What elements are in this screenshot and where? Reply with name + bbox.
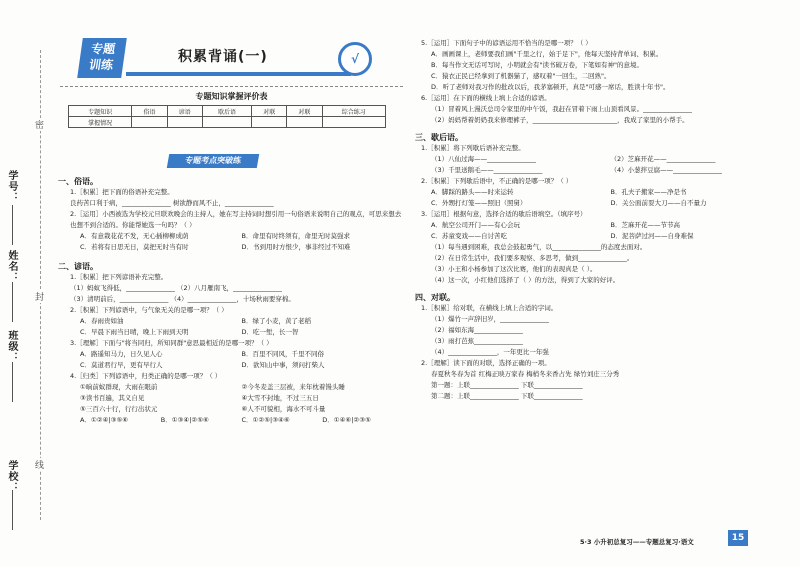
option-item[interactable]: A．画画课上，老师要我们画"千里之行，始于足下"，他每天坚持背单词、积累。 — [431, 50, 663, 58]
question: 3.［理解］下面与"将当同归，所知同群"意思最相近的是哪一项？（ ） — [70, 339, 273, 347]
question: 4.［归类］下列谚语中，归类正确的是哪一项？（ ） — [70, 372, 222, 380]
question-blanks[interactable]: （2）妈妈帮着奶奶我来修理裤子，__________________________，我成了家里的小帮手。 — [431, 116, 689, 124]
option-item: A．航空公司开门——有心会玩 — [431, 221, 520, 229]
option-item[interactable]: D．吃一堑，长一智 — [241, 328, 299, 336]
option-item[interactable]: C．莫道君行早，更有早行人 — [80, 361, 163, 369]
section-heading: 三、歇后语。 — [415, 133, 463, 142]
question-blanks[interactable]: （1）爆竹一声辞旧岁，_______________ — [431, 315, 549, 323]
option-row — [431, 231, 790, 242]
option-item[interactable]: A．①②④|③⑤⑥ — [80, 416, 129, 424]
question: 1.［积累］把下列谚语补充完整。 — [70, 273, 168, 281]
option-item[interactable]: D．①④⑥|②③⑤ — [322, 416, 371, 424]
option-item[interactable]: D．关公面前耍大刀——自不量力 — [610, 199, 707, 207]
option-list — [80, 415, 403, 426]
question: 2.［积累］下列歇后语中，不正确的是哪一项？（ ） — [421, 177, 573, 185]
question-blanks[interactable]: （4）_______________，一年更比一年强 — [431, 348, 549, 356]
question-blanks[interactable]: （1）每当遇到困难，我总会鼓起勇气，以_______________的态度去面对。 — [431, 243, 647, 251]
option-item[interactable]: C．①②⑤|③④⑥ — [241, 416, 290, 424]
question: 2.［运用］小西被选为学校元旦联欢晚会的主持人，她在写主持词时想引用一句俗语来说明自己的观点，可思来想去也想不到合适的。你能帮她选一句吗？（ ） — [70, 210, 402, 229]
list-item: ④大雪不封地，不过三五日 — [241, 394, 319, 402]
option-item: D．泥菩萨过河——自身难保 — [610, 232, 694, 240]
binding-margin — [0, 0, 52, 566]
option-item: C．苏童变戏——自讨苦吃 — [431, 232, 508, 240]
option-item[interactable]: D．欲知山中事，须问打柴人 — [241, 361, 325, 369]
option-item[interactable]: C．若将有日思无日，莫把无时当有时 — [80, 243, 189, 251]
section-heading: 一、俗语。 — [58, 177, 98, 186]
table-cell[interactable] — [167, 117, 202, 128]
option-item[interactable]: B．每当作文无话可写时，小明就会有"读书破万卷，下笔如有神"的意境。 — [431, 61, 643, 69]
list-item: ③读书百遍，其义自见 — [80, 394, 145, 402]
student-id-label: 学号： — [6, 170, 17, 203]
question-blanks[interactable]: （2）在日常生活中，我们要多观察、多思考，做到_______________。 — [431, 254, 634, 262]
option-item[interactable]: D．听了老师对我习作的批改以后，我茅塞顿开，真是"可感一席话，胜读十年书"。 — [431, 83, 670, 91]
class-label: 班级： — [6, 330, 17, 363]
table-cell: 专题知识 — [69, 106, 132, 117]
evaluation-title: 专题知识掌握评价表 — [195, 92, 268, 101]
name-line — [12, 282, 13, 322]
seal-mark-xian: 线 — [35, 458, 44, 471]
table-row — [69, 117, 386, 128]
option-item[interactable]: A．春雨贵如油 — [80, 317, 124, 325]
page-number: 15 — [728, 530, 748, 546]
section-heading: 二、谚语。 — [58, 262, 98, 271]
table-row — [69, 106, 386, 117]
option-row — [431, 187, 790, 198]
table-cell[interactable] — [322, 117, 385, 128]
option-item[interactable]: B．绿了小麦，黄了老稻 — [241, 317, 311, 325]
lesson-title: 积累背诵(一) — [178, 49, 268, 65]
list-item: ⑤三百六十行，行行出状元 — [80, 405, 158, 413]
couplet-phrases: 春夏秋冬春为首 红梅正映万家春 梅梢冬来香占先 绿竹刘庄三分秀 — [431, 370, 620, 378]
option-item[interactable]: D．书到用时方恨少，事非经过不知难 — [241, 243, 351, 251]
table-cell[interactable] — [132, 117, 167, 128]
table-cell[interactable] — [287, 117, 322, 128]
question-blanks[interactable]: 第二题：上联_______________ 下联_______________ — [431, 392, 583, 400]
option-item[interactable]: B．①③④|②⑤⑥ — [160, 416, 209, 424]
option-list — [80, 316, 403, 338]
option-list — [80, 349, 403, 371]
question-blanks[interactable]: 良药苦口利于病，_______________ 树欲静而风不止，_______________ — [70, 199, 274, 207]
table-cell: 俗语 — [132, 106, 167, 117]
topic-badge: 专题 训练 — [77, 38, 127, 78]
question-blanks[interactable]: （2）福如东海_______________ — [431, 326, 523, 334]
question: 1.［积累］把下面的俗语补充完整。 — [70, 188, 174, 196]
question: 6.［运用］在下面的横线上填上合适的谚语。 — [421, 94, 551, 102]
table-cell[interactable] — [202, 117, 251, 128]
clock-icon: √ — [338, 42, 372, 76]
school-line — [12, 490, 13, 530]
evaluation-table — [68, 105, 386, 128]
table-cell: 综合练习 — [322, 106, 385, 117]
question-blanks[interactable]: （1）冒着风上漫沃总司令家里的中午饭，我赶在冒着下雨上山顶看风景。_______________ — [431, 105, 692, 113]
option-item[interactable]: B．命里有时终须有，命里无时莫强求 — [241, 232, 350, 240]
option-item[interactable]: A．有意栽花花不发，无心插柳柳成荫 — [80, 232, 189, 240]
seal-mark-feng: 封 — [35, 290, 44, 303]
question: 3.［运用］根据句意，选择合适的歇后语填空。（填序号） — [421, 210, 587, 218]
option-item[interactable]: A．脚踩的路头——时来运转 — [431, 188, 514, 196]
option-item[interactable]: C．早晨下雨当日晴，晚上下雨到天明 — [80, 328, 189, 336]
option-row — [431, 198, 790, 209]
section-heading: 四、对联。 — [415, 293, 455, 302]
option-row — [431, 165, 790, 176]
blank-item[interactable]: （2）芝麻开花——_______________ — [610, 155, 716, 163]
seal-mark-mi: 密 — [35, 118, 44, 131]
class-line — [12, 362, 13, 402]
section-ribbon: 专题考点突破练 — [167, 154, 259, 168]
question-blanks[interactable]: （3）清明前后，_______________ （4）_______________，十场秋雨要穿棉。 — [70, 295, 295, 303]
option-row — [431, 220, 790, 231]
topic-banner — [58, 32, 403, 78]
question-blanks[interactable]: （3）雨打芭蕉_______________ — [431, 337, 523, 345]
student-id-line — [12, 205, 13, 245]
option-list — [80, 231, 403, 253]
school-label: 学校： — [6, 460, 17, 493]
option-item: B．芝麻开花——节节高 — [610, 221, 680, 229]
question-blanks[interactable]: 第一题：上联_______________ 下联_______________ — [431, 381, 583, 389]
table-cell[interactable] — [252, 117, 287, 128]
question-blanks[interactable]: （4）这一次，小红他们选择了（ ）的方法，得到了大家的好评。 — [431, 276, 620, 284]
blank-item[interactable]: （1）八仙过海——_______________ — [431, 155, 536, 163]
question: 2.［积累］下列谚语中，与气象无关的是哪一项？（ ） — [70, 306, 228, 314]
table-cell: 谚语 — [167, 106, 202, 117]
option-row — [431, 154, 790, 165]
list-item: ②今冬麦盖三层被，来年枕着馒头睡 — [241, 383, 345, 391]
item-list — [80, 382, 403, 415]
question: 1.［积累］将下列歇后语补充完整。 — [421, 144, 525, 152]
question-blanks[interactable]: （3）小王和小杨参加了这次比赛，他们的表现真是（ ）。 — [431, 265, 597, 273]
table-cell: 歇后语 — [202, 106, 251, 117]
list-item: ⑥人不可貌相，海水不可斗量 — [241, 405, 326, 413]
question: 2.［理解］读下面的对联，选择正确的一项。 — [421, 359, 551, 367]
option-item[interactable]: B．孔夫子搬家——净是书 — [610, 188, 687, 196]
option-item[interactable]: B．百里不同风，千里不同俗 — [241, 350, 324, 358]
footer-text: 5·3 小升初总复习——专题总复习·语文 — [580, 538, 694, 546]
evaluation-panel — [60, 86, 403, 128]
option-item[interactable]: C．外甥打灯笼——照旧（照舅） — [431, 199, 527, 207]
question: 1.［积累］给对联，在横线上填上合适的字词。 — [421, 304, 558, 312]
option-item[interactable]: A．路遥知马力，日久见人心 — [80, 350, 163, 358]
question: 5.［运用］下面句子中的谚语运用不恰当的是哪一项？（ ） — [421, 39, 592, 47]
left-column — [58, 32, 403, 426]
blank-item[interactable]: （3）千里送鹅毛——_______________ — [431, 166, 543, 174]
name-label: 姓名： — [6, 250, 17, 283]
table-cell: 对联 — [252, 106, 287, 117]
table-cell: 掌握情况 — [69, 117, 132, 128]
question-blanks[interactable]: （1）蚂蚁飞得低，_______________ （2）八月雁南飞，_______________ — [70, 284, 282, 292]
table-cell: 对联 — [287, 106, 322, 117]
right-column — [415, 38, 790, 402]
blank-item[interactable]: （4）小葱拌豆腐——_______________ — [610, 166, 722, 174]
option-item[interactable]: C．猿衣正民已经拿到了机器猫了，感叹着"一回生，二回熟"。 — [431, 72, 611, 80]
list-item: ①晌前蚁群现，大雨在眼前 — [80, 383, 158, 391]
